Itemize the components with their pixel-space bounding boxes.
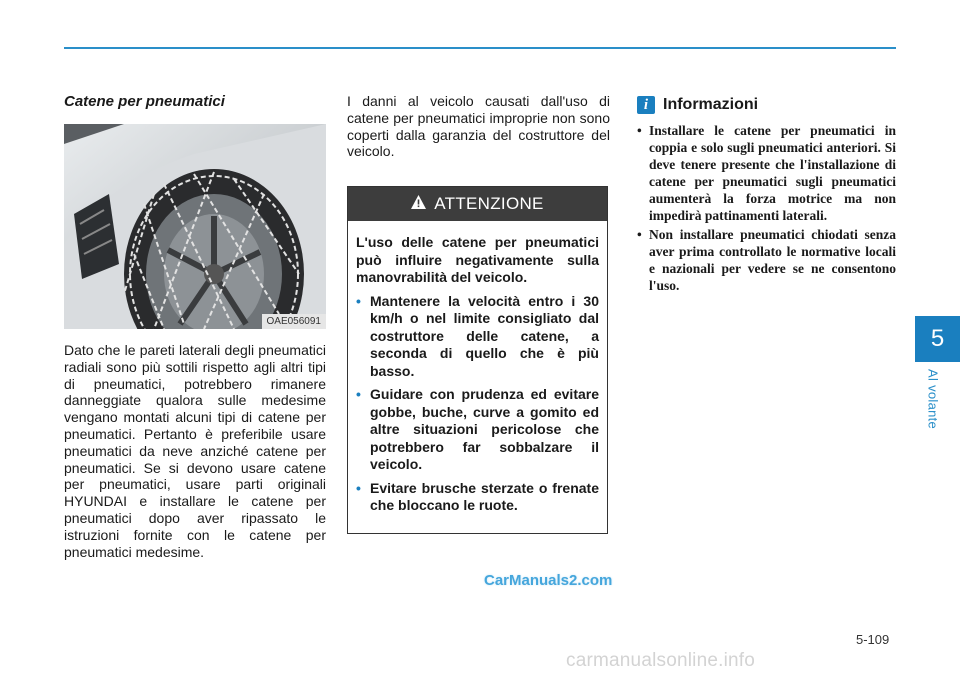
warning-triangle-icon: [411, 194, 426, 214]
warning-body: [348, 221, 607, 533]
info-icon: i: [637, 96, 655, 114]
warning-item: • Evitare brusche sterzate o frenate che bloccano le ruote.: [356, 479, 599, 514]
bullet-icon: •: [356, 292, 361, 309]
paragraph-middle: I danni al veicolo causati dall'uso di catene per pneumatici improprie non sono coperti dalla garanzia del costruttore del veicolo.: [347, 93, 610, 160]
warning-header: [348, 187, 607, 221]
section-title: Catene per pneumatici: [64, 93, 225, 110]
left-column: [64, 93, 326, 560]
tire-chain-photo: [64, 124, 326, 329]
chapter-tab[interactable]: [915, 316, 960, 362]
info-list: [637, 122, 896, 294]
info-item: • Installare le catene per pneumatici in coppia e solo sugli pneumatici anteriori. Si deve tenere presente che l'installazione di catene per pneumatici sugli pneumatici aumenterà la forza motrice ma non impedirà pattinamenti laterali.: [637, 123, 896, 223]
bullet-icon: •: [356, 386, 361, 403]
page-number: 5-109: [856, 632, 890, 647]
bullet-icon: •: [637, 227, 642, 242]
chapter-number: 5: [930, 325, 945, 352]
photo-code: OAE056091: [262, 314, 327, 329]
right-column: [637, 96, 896, 296]
info-header: [637, 96, 896, 114]
watermark-link[interactable]: CarManuals2.com: [484, 572, 613, 589]
warning-item: • Guidare con prudenza ed evitare gobbe, buche, curve a gomito ed altre situazioni pericolose che potrebbero far sobbalzare il veicolo.: [356, 386, 599, 473]
chapter-label: Al volante: [925, 369, 941, 430]
warning-title: ATTENZIONE: [434, 194, 544, 214]
warning-intro: L'uso delle catene per pneumatici può influire negativamente sulla manovrabilità del veicolo.: [356, 234, 599, 286]
info-item: • Non installare pneumatici chiodati senza aver prima controllato le normative locali e nazionali per vedere se ne consentono l'uso.: [637, 227, 896, 293]
bullet-icon: •: [637, 123, 642, 138]
paragraph-left: Dato che le pareti laterali degli pneumatici radiali sono più sottili rispetto agli altri tipi di pneumatici, potrebbero rimanere danneggiate qualora sulle medesime vengano montati alcuni tipi di catene per pneumatici. Pertanto è preferibile usare pneumatici da neve anziché catene per pneumatici. Se si devono usare catene per pneumatici, usare parti originali HYUNDAI e installare le catene per pneumatici dopo aver ripassato le istruzioni fornite con le catene per pneumatici medesime.: [64, 342, 326, 560]
top-rule: [64, 47, 896, 49]
bullet-icon: •: [356, 479, 361, 496]
info-title: Informazioni: [663, 96, 759, 113]
tire-chain-illustration: [64, 124, 326, 329]
middle-column: [347, 93, 610, 534]
warning-item: • Mantenere la velocità entro i 30 km/h o nel limite consigliato dal costruttore delle catene, a seconda di quello che è più basso.: [356, 292, 599, 379]
warning-list: [356, 293, 599, 515]
warning-box: [347, 186, 608, 534]
footer-watermark: carmanualsonline.info: [566, 650, 756, 671]
